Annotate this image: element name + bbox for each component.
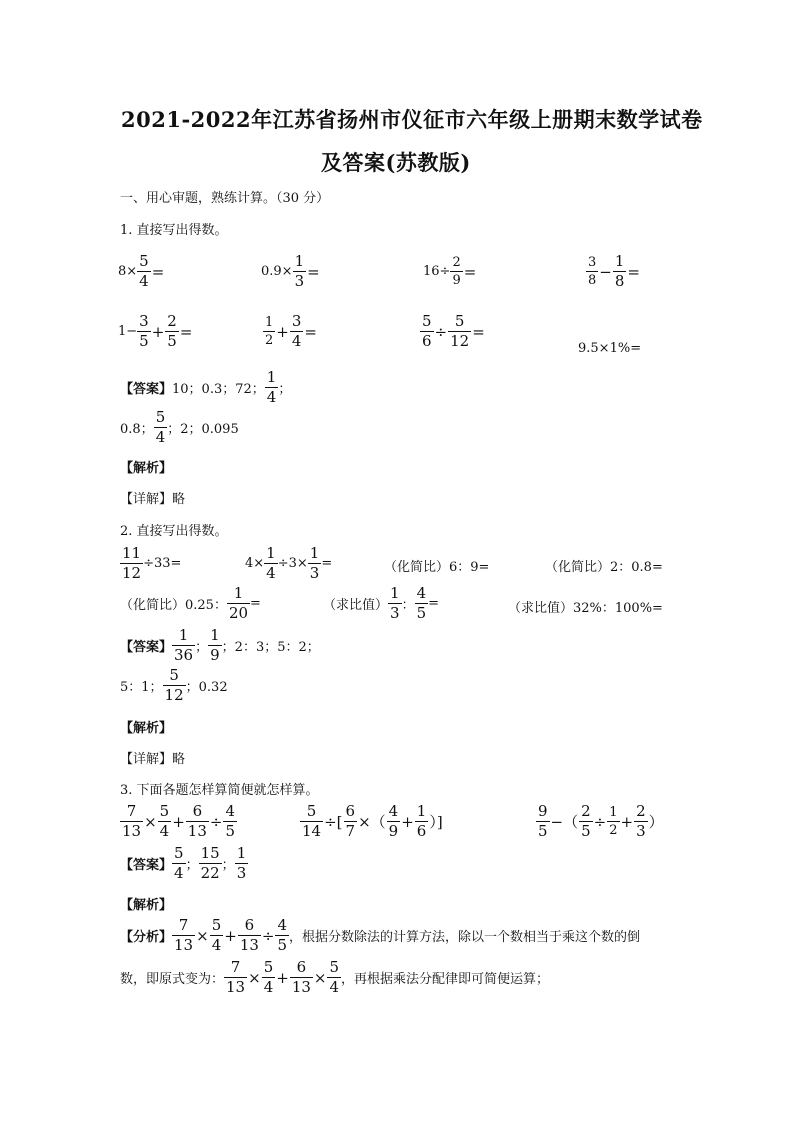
q3-fenxi-line-1: 【分析】 $\frac{7}{13}$ × $\frac{5}{4}$ + $\frac{6}{13}$ ÷ $\frac{4}{5}$ ，根据分数除法的计算方法，除以一个数相当于乘这个数的倒: [120, 916, 641, 954]
q1-item-f: $\frac{1}{2}$ + $\frac{3}{4}$ =: [265, 312, 317, 350]
q1-answer-line-2: 0.8； $\frac{5}{4}$ ；2；0.095: [120, 408, 239, 446]
q1-item-b: 0.9× $\frac{1}{3}$ =: [261, 252, 320, 290]
q2-detail: 【详解】略: [120, 752, 186, 767]
q2-item-c: （化简比）6：9=: [384, 560, 490, 575]
q3-answer: 【答案】 $\frac{5}{4}$ ； $\frac{15}{22}$ ； $\frac{1}{3}$: [120, 844, 247, 882]
q2-item-g: （求比值）32%：100%=: [508, 601, 663, 616]
q2-item-d: （化简比）2：0.8=: [545, 560, 663, 575]
q3-analysis: 【解析】: [120, 898, 173, 913]
q3-item-b: $\frac{5}{14}$ ÷[ $\frac{6}{7}$ ×（ $\frac{4}{9}$ + $\frac{1}{6}$ ）]: [302, 802, 443, 840]
question-2-label: 2. 直接写出得数。: [120, 524, 228, 539]
title-line-1: 2021-2022年江苏省扬州市仪征市六年级上册期末数学试卷: [121, 107, 703, 132]
q2-item-e: （化简比）0.25： $\frac{1}{20}$ =: [120, 584, 261, 622]
q2-analysis: 【解析】: [120, 721, 173, 736]
q2-item-b: 4× $\frac{1}{4}$ ÷3× $\frac{1}{3}$ =: [245, 544, 333, 582]
section-heading: 一、用心审题，熟练计算。（30 分）: [120, 191, 330, 206]
q2-answer-line-1: 【答案】 $\frac{1}{36}$ ； $\frac{1}{9}$ ；2：3；5：2；: [120, 626, 320, 664]
q1-item-g: $\frac{5}{6}$ ÷ $\frac{5}{12}$ =: [422, 312, 485, 350]
q2-answer-line-2: 5：1； $\frac{5}{12}$ ；0.32: [120, 666, 228, 704]
question-1-label: 1. 直接写出得数。: [120, 223, 228, 238]
question-3-label: 3. 下面各题怎样算简便就怎样算。: [120, 783, 319, 798]
title-line-2: 及答案(苏教版): [321, 150, 471, 175]
q1-item-d: $\frac{3}{8}$ − $\frac{1}{8}$ =: [588, 252, 640, 290]
q1-item-e: 1− $\frac{3}{5}$ + $\frac{2}{5}$ =: [118, 312, 193, 350]
q1-item-h: 9.5×1%=: [578, 341, 642, 356]
q3-fenxi-line-2: 数，即原式变为： $\frac{7}{13}$ × $\frac{5}{4}$ + $\frac{6}{13}$ × $\frac{5}{4}$ ，再根据乘法分配律即可简便运算；: [120, 958, 550, 996]
q1-detail: 【详解】略: [120, 492, 186, 507]
q1-answer-line-1: 【答案】 10；0.3；72； $\frac{1}{4}$ ；: [120, 368, 292, 406]
q3-item-a: $\frac{7}{13}$ × $\frac{5}{4}$ + $\frac{6}{13}$ ÷ $\frac{4}{5}$: [122, 802, 236, 840]
q1-analysis: 【解析】: [120, 461, 173, 476]
q2-item-f: （求比值） $\frac{1}{3}$ ： $\frac{4}{5}$ =: [323, 584, 440, 622]
q3-item-c: $\frac{9}{5}$ −（ $\frac{2}{5}$ ÷ $\frac{1}{2}$ + $\frac{2}{3}$ ）: [538, 802, 664, 840]
q2-item-a: $\frac{11}{12}$ ÷33=: [122, 544, 182, 582]
q1-item-a: 8× $\frac{5}{4}$ =: [118, 252, 165, 290]
q1-item-c: 16÷ $\frac{2}{9}$ =: [423, 255, 477, 288]
